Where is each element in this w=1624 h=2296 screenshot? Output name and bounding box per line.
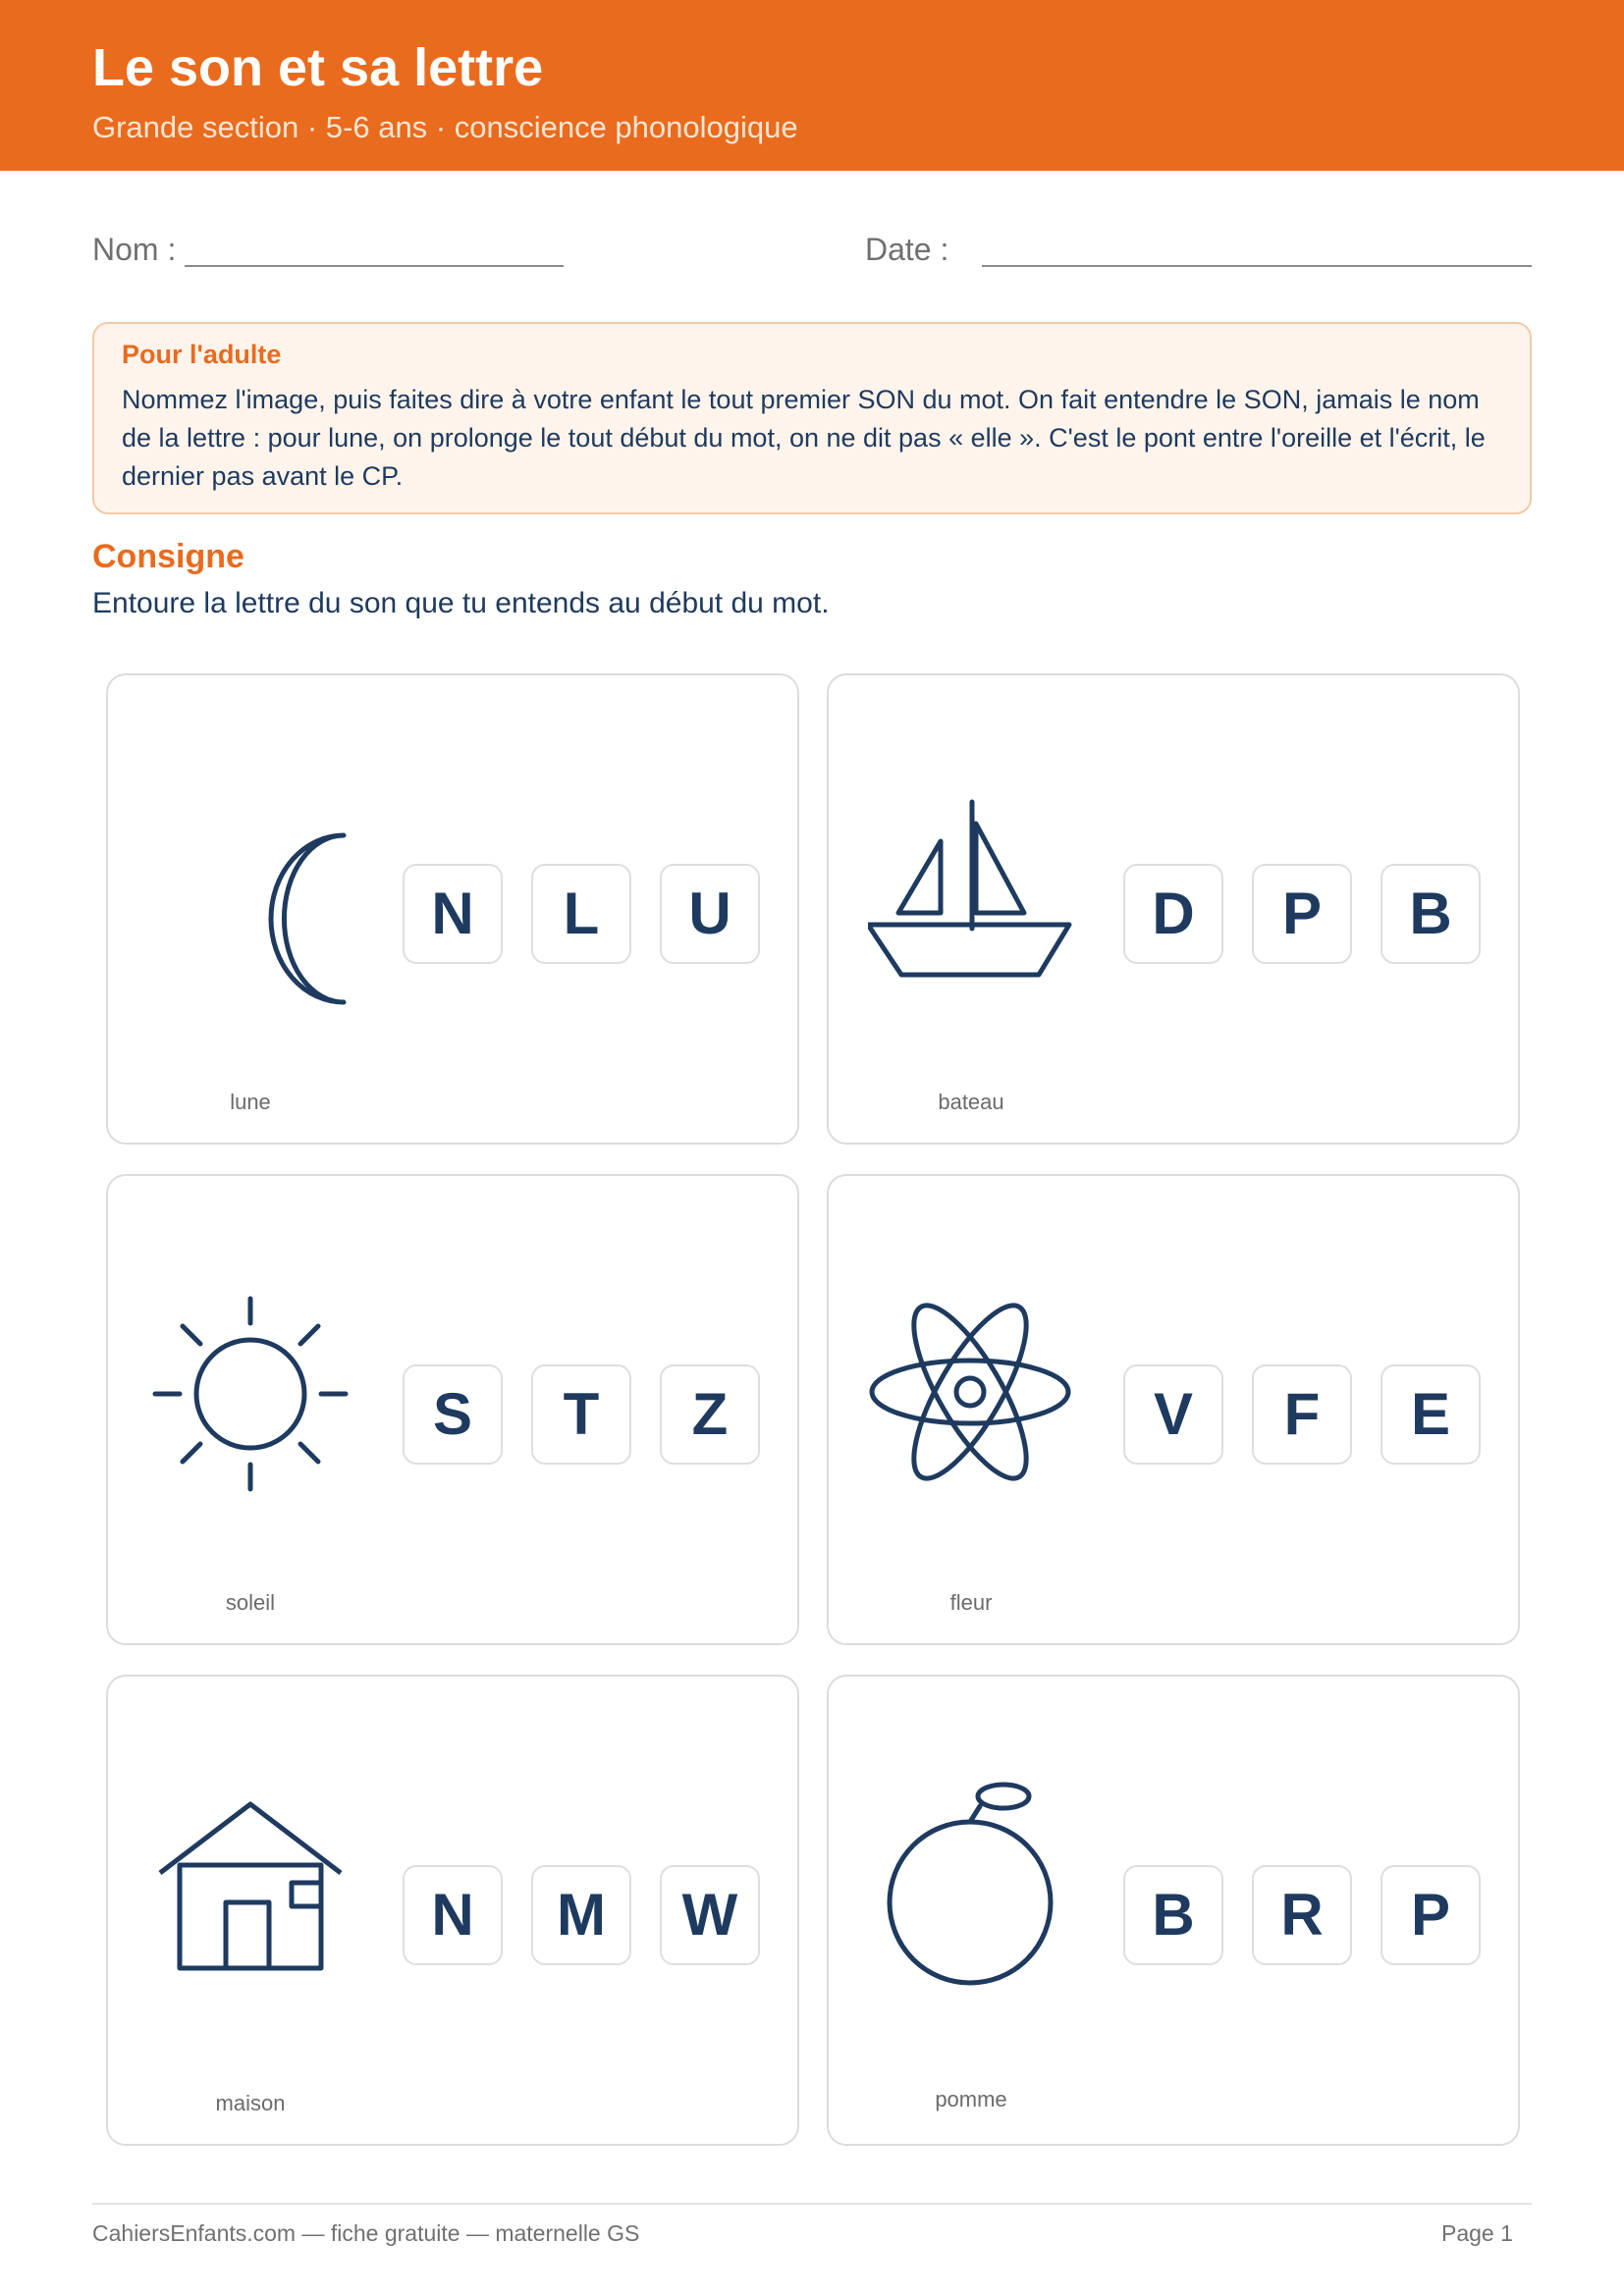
page-header [0, 0, 1624, 171]
adult-note-text: Nommez l'image, puis faites dire à votre enfant le tout premier SON du mot. On fait entendre le SON, jamais le nom de la lettre : pour lune, on prolonge le tout début du mot, on ne dit pas « elle ». C'est le pont entre l'oreille et l'écrit, le dernier pas avant le CP. [122, 385, 1486, 491]
adult-note-title: Pour l'adulte [122, 340, 282, 369]
date-label: Date : [865, 232, 949, 267]
exercise-card-fleur [827, 1174, 1520, 1645]
letter-choice[interactable]: R [1252, 1865, 1352, 1965]
word-label: fleur [949, 1590, 993, 1615]
exercise-card-pomme [827, 1675, 1520, 2146]
apple-icon [868, 1775, 1074, 2010]
letter-choice[interactable]: P [1252, 864, 1352, 964]
letter-choice[interactable]: F [1252, 1364, 1352, 1465]
instruction-text: Entoure la lettre du son que tu entends au début du mot. [92, 587, 830, 619]
exercise-card-lune [106, 673, 799, 1145]
footer-divider [92, 2203, 1532, 2205]
page-number: Page 1 [1441, 2220, 1513, 2246]
letter-choice[interactable]: T [531, 1364, 631, 1465]
word-label: bateau [938, 1090, 1004, 1114]
letter-choice[interactable]: M [531, 1865, 631, 1965]
sun-icon [147, 1274, 353, 1510]
footer-source: CahiersEnfants.com — fiche gratuite — maternelle GS [92, 2220, 640, 2246]
letter-choice[interactable]: S [403, 1364, 503, 1465]
date-field-line[interactable] [982, 265, 1532, 267]
letter-choice[interactable]: B [1123, 1865, 1223, 1965]
exercise-card-maison [106, 1675, 799, 2146]
letter-choice[interactable]: B [1380, 864, 1481, 964]
word-label: pomme [935, 2087, 1007, 2111]
moon-icon [147, 774, 353, 1009]
name-label: Nom : [92, 232, 177, 267]
letter-choice[interactable]: U [660, 864, 760, 964]
adult-note-box [92, 322, 1532, 514]
letter-choice[interactable]: E [1380, 1364, 1481, 1465]
house-icon [147, 1775, 353, 2010]
name-field-line[interactable] [185, 265, 564, 267]
instruction-title: Consigne [92, 538, 244, 575]
exercise-card-bateau [827, 673, 1520, 1145]
sailboat-icon [868, 774, 1074, 1009]
letter-choice[interactable]: L [531, 864, 631, 964]
word-label: lune [230, 1090, 271, 1114]
letter-choice[interactable]: D [1123, 864, 1223, 964]
word-label: soleil [225, 1590, 276, 1615]
letter-choice[interactable]: N [403, 1865, 503, 1965]
page-subtitle: Grande section · 5-6 ans · conscience phonologique [92, 110, 798, 144]
word-label: maison [215, 2091, 286, 2115]
page-title: Le son et sa lettre [92, 38, 544, 97]
letter-choice[interactable]: Z [660, 1364, 760, 1465]
letter-choice[interactable]: N [403, 864, 503, 964]
letter-choice[interactable]: V [1123, 1364, 1223, 1465]
flower-icon [868, 1274, 1074, 1510]
letter-choice[interactable]: P [1380, 1865, 1481, 1965]
exercise-card-soleil [106, 1174, 799, 1645]
letter-choice[interactable]: W [660, 1865, 760, 1965]
